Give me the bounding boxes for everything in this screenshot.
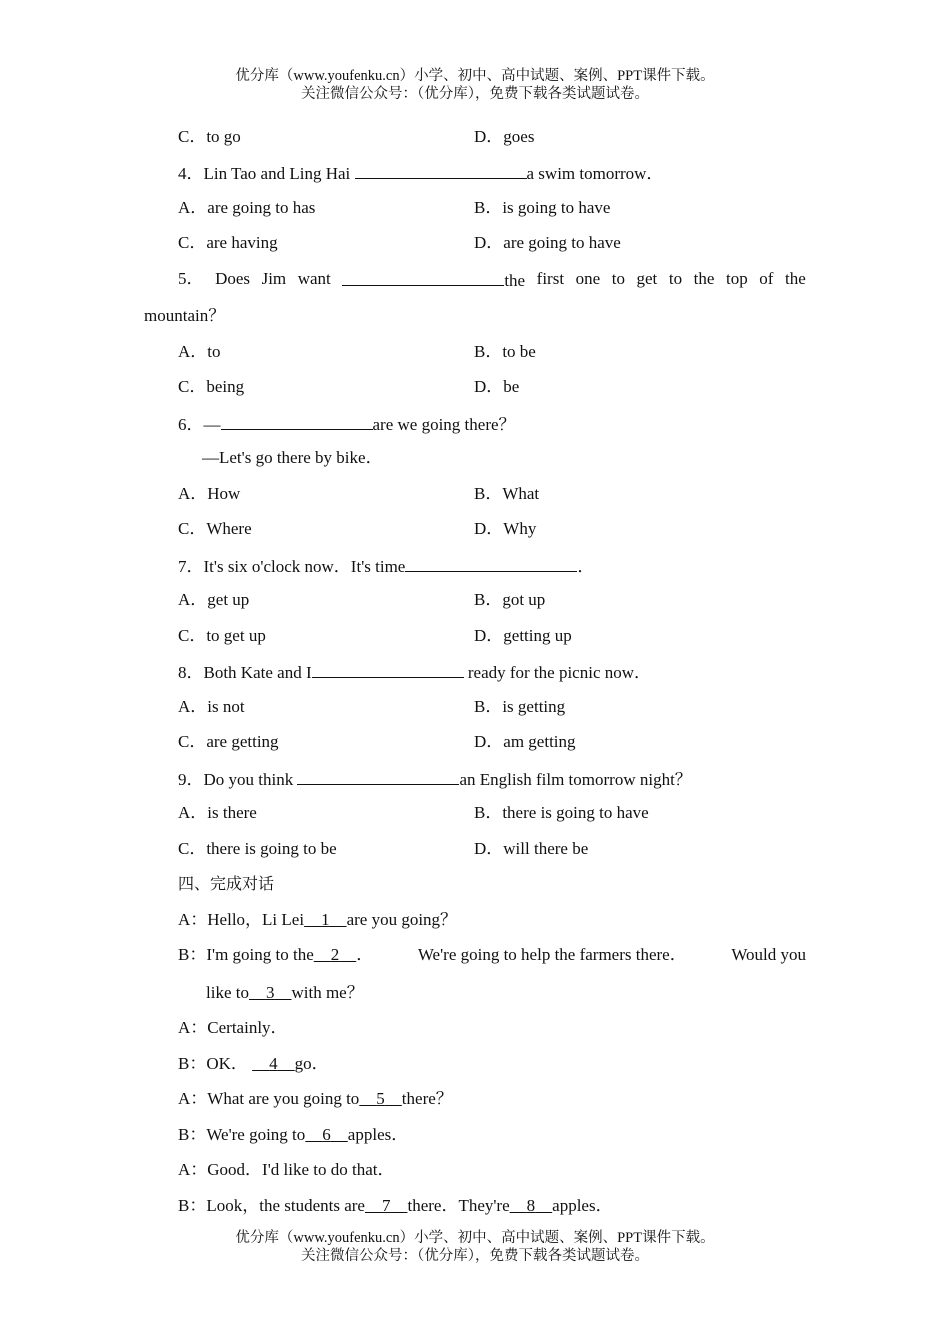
q5-word: one: [575, 269, 601, 288]
header-line-1: 优分库（www.youfenku.cn）小学、初中、高中试题、案例、PPT课件下载。: [235, 68, 715, 84]
q9-option-c: C．there is going to be: [178, 839, 337, 858]
blank-number-2: 2: [330, 945, 340, 964]
dialog-blank-1: [304, 910, 347, 929]
dialog-text: there？: [401, 1089, 453, 1108]
q5-word: to: [668, 269, 683, 288]
blank-number-7: 7: [381, 1196, 391, 1215]
q5-word: the: [693, 269, 715, 288]
q5-continuation: mountain？: [144, 306, 226, 325]
q6-option-d: D．Why: [474, 519, 537, 538]
dialog-text: We're going to help the farmers there．: [417, 945, 687, 964]
page-header: [0, 67, 950, 103]
footer-line-2: 关注微信公众号：（优分库），免费下载各类试题试卷。: [301, 1248, 649, 1264]
dialog-line-7: [178, 1124, 408, 1146]
q5-word: the: [785, 269, 806, 288]
q4-option-c: C．are having: [178, 233, 278, 252]
q6-prompt-end: are we going there？: [372, 415, 516, 434]
q7-option-d: D．getting up: [474, 626, 572, 645]
q5-word: want: [297, 269, 331, 288]
dialog-line-1: [178, 909, 457, 931]
dialog-text: there．They're: [407, 1196, 510, 1215]
dialog-text: B：We're going to: [178, 1125, 306, 1144]
dialog-line-8: A：Good．I'd like to do that．: [178, 1160, 395, 1179]
dialog-blank-5: [359, 1089, 402, 1108]
q6-option-a: A．How: [178, 484, 241, 503]
q5-word: top: [726, 269, 748, 288]
q6-prompt: 6．—: [178, 415, 221, 434]
dialog-line-3: [206, 982, 364, 1004]
q4-option-d: D．are going to have: [474, 233, 621, 252]
q7-option-b: B．got up: [474, 590, 546, 609]
q7-option-a: A．get up: [178, 590, 250, 609]
dialog-text: A：What are you going to: [178, 1089, 360, 1108]
q5-option-c: C．being: [178, 377, 245, 396]
dialog-text: B：I'm going to the: [178, 945, 314, 964]
dialog-text: like to: [206, 983, 249, 1002]
question-5: [178, 268, 806, 292]
dialog-line-6: [178, 1088, 453, 1110]
dialog-line-4: A：Certainly．: [178, 1018, 288, 1037]
dialog-text: Would you: [731, 945, 806, 964]
section-4-title: 四、完成对话: [178, 874, 275, 893]
q4-option-b: B．is going to have: [474, 198, 611, 217]
q4-prompt-end: a swim tomorrow．: [526, 164, 664, 183]
q3-option-c: C．to go: [178, 127, 241, 146]
blank-number-3: 3: [265, 983, 275, 1002]
q5-word: get: [636, 269, 658, 288]
q8-prompt: 8．Both Kate and I: [178, 663, 312, 682]
q9-prompt: 9．Do you think: [178, 770, 298, 789]
q5-word: first: [536, 269, 565, 288]
q6-option-c: C．Where: [178, 519, 252, 538]
dialog-text: apples．: [552, 1196, 613, 1215]
q5-word: Does: [215, 269, 251, 288]
q4-option-a: A．are going to has: [178, 198, 316, 217]
dialog-text: ．: [356, 945, 374, 964]
dialog-text: apples．: [347, 1125, 409, 1144]
dialog-text: go．: [294, 1054, 329, 1073]
dialog-blank-6: [305, 1125, 348, 1144]
q6-reply: —Let's go there by bike．: [202, 448, 383, 467]
q5-word: to: [611, 269, 625, 288]
q9-option-a: A．is there: [178, 803, 257, 822]
q5-blank: [342, 268, 504, 286]
dialog-text: B：OK．: [178, 1054, 248, 1073]
blank-number-8: 8: [526, 1196, 536, 1215]
q8-option-a: A．is not: [178, 697, 245, 716]
q7-option-c: C．to get up: [178, 626, 266, 645]
dialog-text: are you going？: [346, 910, 458, 929]
header-line-2: 关注微信公众号：（优分库），免费下载各类试题试卷。: [301, 86, 649, 102]
blank-number-4: 4: [269, 1054, 278, 1073]
question-9: [178, 767, 692, 791]
q5-word: Jim: [261, 269, 287, 288]
q8-prompt-end: ready for the picnic now．: [463, 663, 652, 682]
q8-option-b: B．is getting: [474, 697, 566, 716]
q9-option-b: B．there is going to have: [474, 803, 649, 822]
question-6: [178, 412, 516, 436]
q5-option-b: B．to be: [474, 342, 536, 361]
blank-number-1: 1: [321, 910, 330, 929]
dialog-text: B：Look，the students are: [178, 1196, 365, 1215]
q6-blank: [221, 412, 373, 430]
q5-word: the: [504, 271, 526, 290]
q5-number: 5．: [178, 269, 204, 288]
q7-prompt: 7．It's six o'clock now．It's time: [178, 557, 406, 576]
dialog-blank-2: [314, 945, 357, 964]
q9-blank: [297, 767, 459, 785]
dialog-blank-7: [365, 1196, 408, 1215]
q5-option-d: D．be: [474, 377, 520, 396]
q5-option-a: A．to: [178, 342, 221, 361]
q8-option-d: D．am getting: [474, 732, 576, 751]
q8-blank: [312, 660, 464, 678]
q8-option-c: C．are getting: [178, 732, 279, 751]
blank-number-5: 5: [376, 1089, 385, 1108]
q7-blank: [405, 554, 577, 572]
q6-option-b: B．What: [474, 484, 540, 503]
dialog-text: with me？: [291, 983, 364, 1002]
q9-prompt-end: an English film tomorrow night？: [459, 770, 692, 789]
q4-blank: [355, 161, 527, 179]
dialog-line-5: [178, 1053, 329, 1075]
footer-line-1: 优分库（www.youfenku.cn）小学、初中、高中试题、案例、PPT课件下载。: [235, 1230, 715, 1246]
blank-number-6: 6: [322, 1125, 331, 1144]
dialog-blank-3: [249, 983, 292, 1002]
q5-word: of: [759, 269, 774, 288]
question-4: [178, 161, 663, 185]
q3-option-d: D．goes: [474, 127, 535, 146]
dialog-text: A：Hello，Li Lei: [178, 910, 305, 929]
dialog-line-9: [178, 1195, 613, 1217]
q7-prompt-end: ．: [577, 557, 595, 576]
q4-prompt: 4．Lin Tao and Ling Hai: [178, 164, 355, 183]
question-7: [178, 554, 594, 578]
dialog-line-2: [178, 944, 806, 966]
dialog-blank-4: [252, 1054, 295, 1073]
page-footer: [0, 1229, 950, 1265]
question-8: [178, 660, 651, 684]
dialog-blank-8: [510, 1196, 553, 1215]
q9-option-d: D．will there be: [474, 839, 589, 858]
